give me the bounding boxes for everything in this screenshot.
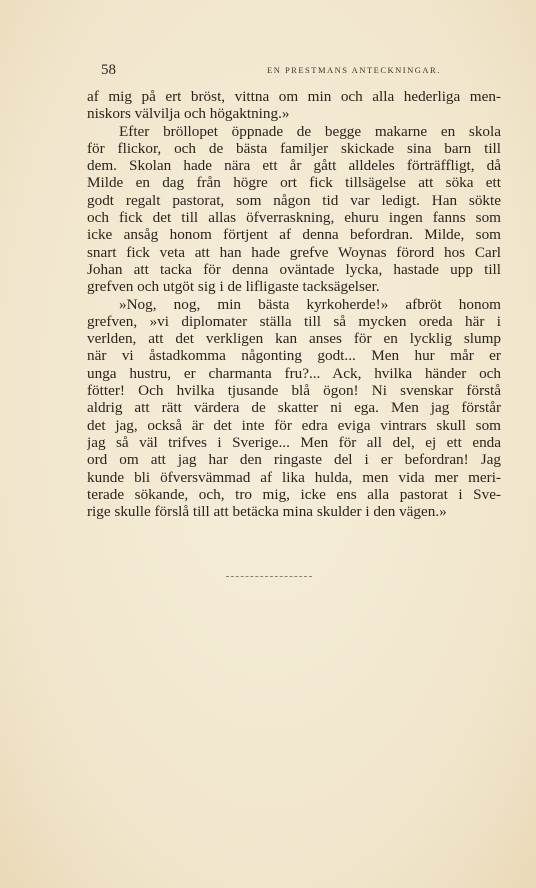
text-line: för flickor, och de bästa familjer skickade sina barn till (87, 139, 501, 157)
text-line: Efter bröllopet öppnade de begge makarne en skola (119, 122, 501, 140)
text-line: icke ansåg honom förtjent af denna befordran. Milde, som (87, 226, 501, 244)
section-divider (226, 576, 312, 577)
body-text (87, 88, 501, 520)
text-line: fötter! Och hvilka tjusande blå ögon! Ni svenskar förstå (87, 382, 501, 400)
text-line: jag så väl trifves i Sverige... Men för all del, ej ett enda (87, 433, 501, 451)
text-line: Milde en dag från högre ort fick tillsägelse att söka ett (87, 174, 501, 192)
text-line: af mig på ert bröst, vittna om min och alla hederliga men- (87, 88, 501, 105)
text-line: snart fick veta att han hade grefve Woynas förord hos Carl (87, 243, 501, 261)
text-line: det jag, också är det inte för edra eviga vintrars skull som (87, 416, 501, 434)
text-line: rige skulle förslå till att betäcka mina skulder i den vägen.» (87, 503, 447, 521)
text-line: »Nog, nog, min bästa kyrkoherde!» afbröt honom (119, 295, 501, 313)
text-line: terade sökande, och, tro mig, icke ens alla pastorat i Sve- (87, 485, 501, 503)
text-line: dem. Skolan hade nära ett år gått alldeles förträffligt, då (87, 157, 501, 175)
page-number: 58 (101, 62, 116, 78)
text-line: niskors välvilja och högaktning.» (87, 105, 290, 123)
text-line: grefven och utgöt sig i de lifligaste tacksägelser. (87, 278, 380, 296)
running-head: EN PRESTMANS ANTECKNINGAR. (267, 65, 441, 75)
text-line: när vi åstadkomma någonting godt... Men hur mår er (87, 347, 501, 365)
text-line: unga hustru, er charmanta fru?... Ack, hvilka händer och (87, 364, 501, 382)
text-line: ord om att jag har den ringaste del i er befordran! Jag (87, 451, 501, 469)
text-line: verlden, att det verkligen kan anses för en lycklig slump (87, 330, 501, 348)
text-line: grefven, »vi diplomater ställa till så mycken oreda här i (87, 312, 501, 330)
text-line: aldrig att rätt värdera de skatter ni ega. Men jag förstår (87, 399, 501, 417)
text-line: Johan att tacka för denna oväntade lycka, hastade upp till (87, 260, 501, 278)
text-line: kunde bli öfversvämmad af lika hulda, men vida mer meri- (87, 468, 501, 486)
text-line: och fick det till allas öfverraskning, ehuru ingen fanns som (87, 209, 501, 227)
text-line: godt regalt pastorat, som någon tid var ledigt. Han sökte (87, 191, 501, 209)
page-header (87, 61, 499, 79)
